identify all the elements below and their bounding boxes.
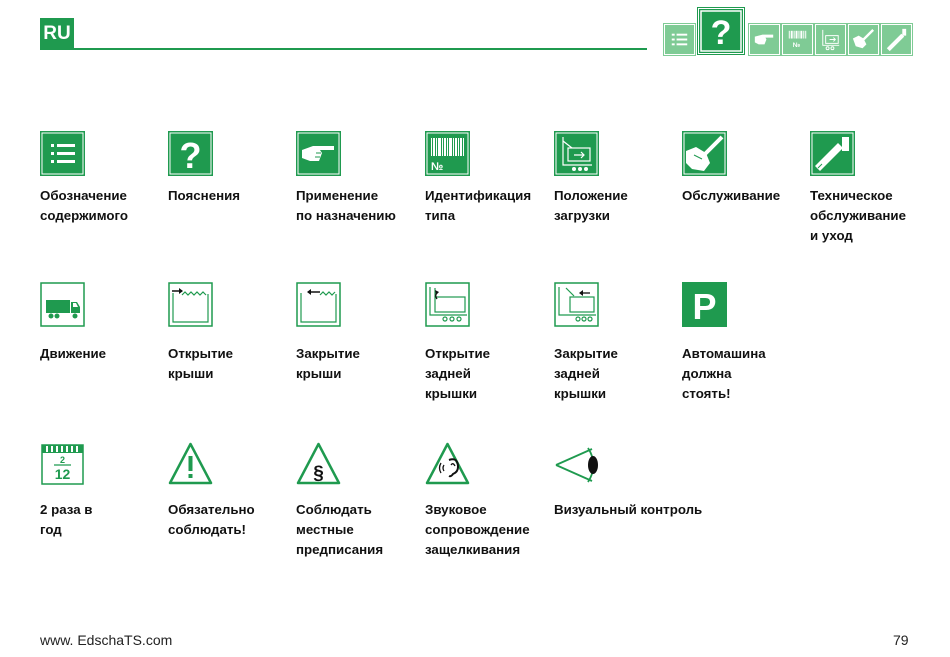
item-label: Закрытие крыши (296, 346, 360, 381)
question-icon (168, 131, 213, 176)
svg-text:№: № (792, 42, 801, 50)
item-label: Обязательно соблюдать! (168, 502, 255, 537)
maintenance-hand-icon[interactable] (848, 24, 879, 55)
barcode-no-icon (425, 131, 470, 176)
item-label: Автомашина должна стоять! (682, 346, 766, 401)
sound-icon (425, 441, 470, 486)
calendar-top-number: 2 (59, 455, 66, 465)
svg-text:?: ? (710, 14, 732, 52)
item-label: Движение (40, 346, 107, 361)
item-label: Соблюдать местные предписания (296, 502, 384, 557)
footer-url[interactable]: www. EdschaTS.com (40, 632, 173, 648)
parking-letter: P (692, 286, 717, 327)
item-label: Открытие задней крышки (425, 346, 491, 401)
item-label: Визуальный контроль (554, 502, 703, 517)
item-label: Применение по назначению (296, 188, 396, 223)
item-label: Пояснения (168, 188, 241, 203)
list-icon (40, 131, 85, 176)
item-label: 2 раза в год (40, 502, 93, 537)
care-tool-icon[interactable] (881, 24, 912, 55)
truck-icon (40, 282, 85, 327)
paragraph-symbol: § (313, 463, 324, 484)
rear-close-icon (554, 282, 599, 327)
parking-icon (682, 282, 727, 327)
eye-icon (554, 441, 599, 486)
pointing-hand-icon[interactable] (749, 24, 780, 55)
no-badge: № (431, 161, 444, 173)
item-label: Закрытие задней крышки (554, 346, 618, 401)
warning-icon (168, 441, 213, 486)
item-label: Положение загрузки (554, 188, 628, 223)
item-label: Открытие крыши (168, 346, 234, 381)
page-number: 79 (893, 632, 909, 648)
calendar-bottom-number: 12 (54, 466, 71, 482)
barcode-no-icon[interactable] (782, 24, 813, 55)
list-icon[interactable] (664, 24, 695, 55)
header-rule (74, 48, 647, 50)
roof-close-icon (296, 282, 341, 327)
maintenance-hand-icon (682, 131, 727, 176)
item-label: Обслуживание (682, 188, 781, 203)
pointing-hand-icon (296, 131, 341, 176)
language-badge: RU (40, 18, 74, 50)
item-label: Идентификация типа (425, 188, 532, 223)
care-tool-icon (810, 131, 855, 176)
loading-icon (554, 131, 599, 176)
item-label: Техническое обслуживание и уход (810, 188, 906, 243)
rear-open-icon (425, 282, 470, 327)
svg-text:?: ? (179, 135, 202, 176)
question-icon[interactable] (698, 8, 744, 54)
paragraph-icon (296, 441, 341, 486)
item-label: Звуковое сопровождение защелкивания (425, 502, 530, 557)
loading-icon[interactable] (815, 24, 846, 55)
item-label: Обозначение содержимого (40, 188, 128, 223)
roof-open-icon (168, 282, 213, 327)
calendar-icon (40, 441, 85, 486)
